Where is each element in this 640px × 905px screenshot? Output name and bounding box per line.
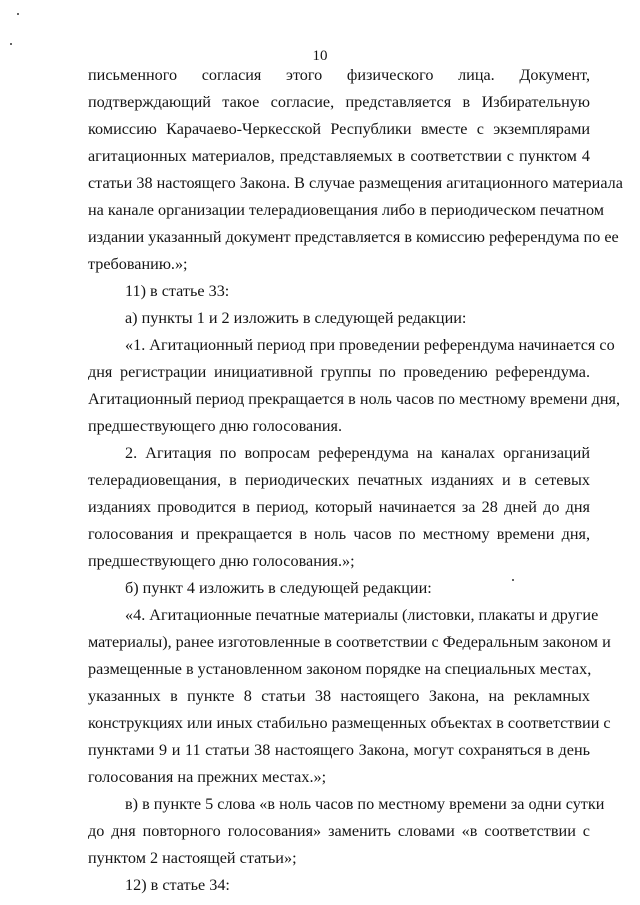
text-line: требованию.»;: [88, 255, 188, 273]
text-line: голосования и прекращается в ноль часов по местному времени дня,: [88, 525, 590, 543]
text-line: дня регистрации инициативной группы по проведению референдума.: [88, 363, 590, 381]
scan-speck: [17, 13, 19, 15]
text-line: голосования на прежних местах.»;: [88, 768, 327, 786]
text-line: размещенные в установленном законом порядке на специальных местах,: [88, 660, 592, 678]
text-line: в) в пункте 5 слова «в ноль часов по местному времени за одни сутки: [125, 795, 605, 813]
text-line: подтверждающий такое согласие, представляется в Избирательную: [88, 93, 590, 111]
text-line: а) пункты 1 и 2 изложить в следующей редакции:: [125, 309, 467, 327]
text-line: комиссию Карачаево-Черкесской Республики вместе с экземплярами: [88, 120, 590, 138]
text-line: конструкциях или иных стабильно размещенных объектах в соответствии с: [88, 714, 611, 732]
text-line: издании указанный документ представляется в комиссию референдума по ее: [88, 228, 619, 246]
text-line: письменного согласия этого физического лица. Документ,: [88, 66, 590, 84]
text-line: агитационных материалов, представляемых в соответствии с пунктом 4: [88, 147, 590, 165]
text-line: «1. Агитационный период при проведении референдума начинается со: [125, 336, 615, 354]
text-line: 2. Агитация по вопросам референдума на каналах организаций: [125, 444, 590, 462]
text-line: 12) в статье 34:: [125, 876, 230, 894]
page-number: 10: [312, 48, 328, 64]
text-line: телерадиовещания, в периодических печатных изданиях и в сетевых: [88, 471, 590, 489]
text-line: указанных в пункте 8 статьи 38 настоящего Закона, на рекламных: [88, 687, 590, 705]
text-line: «4. Агитационные печатные материалы (листовки, плакаты и другие: [125, 606, 599, 624]
text-line: б) пункт 4 изложить в следующей редакции:: [125, 579, 432, 597]
scan-speck: [512, 579, 514, 581]
text-line: Агитационный период прекращается в ноль часов по местному времени дня,: [88, 390, 621, 408]
text-line: предшествующего дню голосования.»;: [88, 552, 355, 570]
text-line: статьи 38 настоящего Закона. В случае размещения агитационного материала: [88, 174, 623, 192]
text-line: материалы), ранее изготовленные в соответствии с Федеральным законом и: [88, 633, 611, 651]
text-line: пунктами 9 и 11 статьи 38 настоящего Закона, могут сохраняться в день: [88, 741, 590, 759]
text-line: изданиях проводится в период, который начинается за 28 дней до дня: [88, 498, 590, 516]
text-line: на канале организации телерадиовещания либо в периодическом печатном: [88, 201, 605, 219]
text-line: пунктом 2 настоящей статьи»;: [88, 849, 297, 867]
scan-speck: [10, 43, 12, 45]
text-line: 11) в статье 33:: [125, 282, 230, 300]
text-line: до дня повторного голосования» заменить словами «в соответствии с: [88, 822, 590, 840]
text-line: предшествующего дню голосования.: [88, 417, 343, 435]
